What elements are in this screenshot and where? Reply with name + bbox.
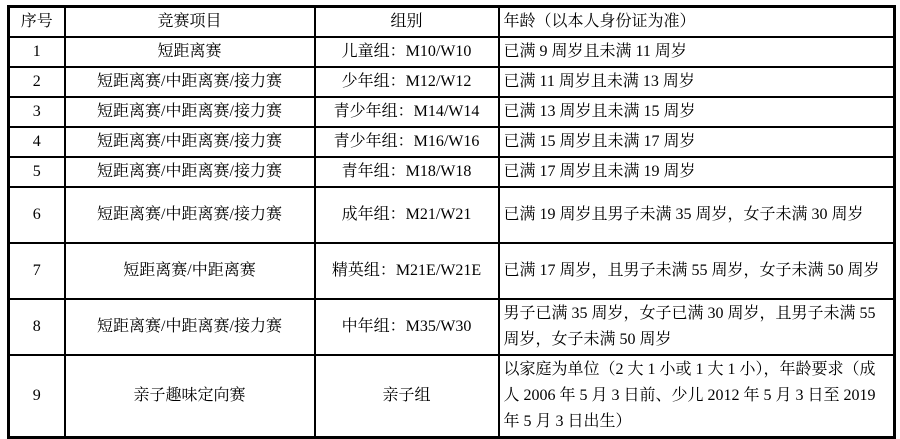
cell-no: 5 <box>9 157 65 187</box>
cell-age: 已满 17 周岁且未满 19 周岁 <box>499 157 895 187</box>
cell-group: 精英组：M21E/W21E <box>315 243 499 299</box>
cell-no: 9 <box>9 355 65 438</box>
cell-group: 亲子组 <box>315 355 499 438</box>
header-no: 序号 <box>9 7 65 38</box>
cell-group: 青少年组：M14/W14 <box>315 97 499 127</box>
table-header-row <box>9 7 895 38</box>
cell-no: 3 <box>9 97 65 127</box>
table-row <box>9 37 895 67</box>
table-row <box>9 243 895 299</box>
cell-age: 已满 11 周岁且未满 13 周岁 <box>499 67 895 97</box>
cell-no: 8 <box>9 299 65 355</box>
cell-event: 短距离赛/中距离赛/接力赛 <box>65 67 315 97</box>
cell-group: 儿童组：M10/W10 <box>315 37 499 67</box>
competition-age-groups-table <box>7 5 896 439</box>
cell-group: 少年组：M12/W12 <box>315 67 499 97</box>
cell-event: 短距离赛/中距离赛/接力赛 <box>65 97 315 127</box>
header-event: 竞赛项目 <box>65 7 315 38</box>
cell-group: 成年组：M21/W21 <box>315 187 499 243</box>
table-row <box>9 97 895 127</box>
cell-age: 以家庭为单位（2 大 1 小或 1 大 1 小），年龄要求（成人 2006 年 5 月 3 日前、少儿 2012 年 5 月 3 日至 2019 年 5 月 3 日出生） <box>499 355 895 438</box>
cell-no: 1 <box>9 37 65 67</box>
cell-no: 4 <box>9 127 65 157</box>
cell-no: 2 <box>9 67 65 97</box>
cell-age: 已满 15 周岁且未满 17 周岁 <box>499 127 895 157</box>
cell-event: 短距离赛/中距离赛/接力赛 <box>65 299 315 355</box>
table-row <box>9 127 895 157</box>
cell-event: 短距离赛/中距离赛 <box>65 243 315 299</box>
cell-event: 短距离赛/中距离赛/接力赛 <box>65 157 315 187</box>
cell-event: 短距离赛 <box>65 37 315 67</box>
cell-no: 6 <box>9 187 65 243</box>
table-row <box>9 157 895 187</box>
table-row <box>9 299 895 355</box>
cell-age: 已满 9 周岁且未满 11 周岁 <box>499 37 895 67</box>
cell-age: 已满 13 周岁且未满 15 周岁 <box>499 97 895 127</box>
cell-group: 青年组：M18/W18 <box>315 157 499 187</box>
cell-event: 短距离赛/中距离赛/接力赛 <box>65 187 315 243</box>
cell-age: 已满 19 周岁且男子未满 35 周岁，女子未满 30 周岁 <box>499 187 895 243</box>
cell-age: 男子已满 35 周岁，女子已满 30 周岁，且男子未满 55 周岁，女子未满 50 周岁 <box>499 299 895 355</box>
cell-no: 7 <box>9 243 65 299</box>
table-row <box>9 187 895 243</box>
cell-group: 中年组：M35/W30 <box>315 299 499 355</box>
cell-event: 亲子趣味定向赛 <box>65 355 315 438</box>
table-row <box>9 355 895 438</box>
header-group: 组别 <box>315 7 499 38</box>
table-row <box>9 67 895 97</box>
header-age: 年龄（以本人身份证为准） <box>499 7 895 38</box>
cell-age: 已满 17 周岁，且男子未满 55 周岁，女子未满 50 周岁 <box>499 243 895 299</box>
cell-event: 短距离赛/中距离赛/接力赛 <box>65 127 315 157</box>
cell-group: 青少年组：M16/W16 <box>315 127 499 157</box>
